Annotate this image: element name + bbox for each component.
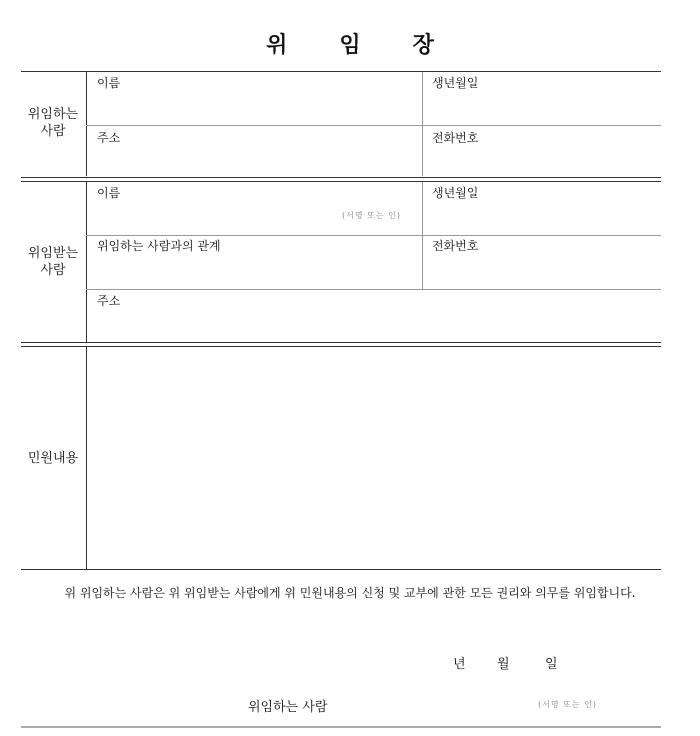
delegator-row-divider — [86, 125, 661, 126]
section-divider-1a — [21, 177, 661, 178]
section-divider-1b — [21, 181, 661, 182]
date-month-label: 월 — [497, 657, 510, 672]
delegator-phone-field[interactable]: 전화번호 — [432, 131, 479, 145]
delegatee-section-text: 위임받는 사람 — [27, 246, 79, 278]
delegator-section-label — [21, 106, 85, 140]
delegator-address-field[interactable]: 주소 — [97, 131, 121, 145]
date-year-label: 년 — [453, 657, 466, 672]
delegatee-birth-field[interactable]: 생년월일 — [432, 186, 479, 200]
delegation-statement: 위 위임하는 사람은 위 위임받는 사람에게 위 민원내용의 신청 및 교부에 관한 모든 권리와 의무를 위임합니다. — [64, 586, 636, 600]
delegatee-section-label — [21, 245, 85, 279]
delegator-label-divider — [86, 72, 87, 176]
delegatee-address-field[interactable]: 주소 — [97, 294, 121, 308]
section-divider-2a — [21, 342, 661, 343]
delegator-birth-field[interactable]: 생년월일 — [432, 76, 479, 90]
delegatee-row-divider-2 — [86, 289, 661, 290]
document-title — [0, 28, 700, 59]
title-char-1: 위 — [266, 33, 288, 58]
delegator-name-field[interactable]: 이름 — [97, 76, 121, 90]
title-char-2: 임 — [339, 33, 361, 58]
signature-label: 위임하는 사람 — [248, 700, 328, 715]
table-bottom-border — [21, 569, 661, 570]
request-content-area[interactable] — [88, 348, 660, 568]
delegatee-phone-field[interactable]: 전화번호 — [432, 239, 479, 253]
delegatee-label-divider — [86, 182, 87, 342]
request-label-divider — [86, 347, 87, 569]
delegator-col-divider — [422, 72, 423, 176]
page-bottom-rule — [21, 726, 661, 728]
signature-hint: (서명 또는 인) — [538, 700, 597, 709]
delegatee-sign-hint: (서명 또는 인) — [342, 211, 401, 220]
date-day-label: 일 — [545, 657, 558, 672]
delegatee-relation-field[interactable]: 위임하는 사람과의 관계 — [97, 239, 221, 253]
delegatee-row-divider-1 — [86, 235, 661, 236]
delegatee-name-field[interactable]: 이름 — [97, 186, 121, 200]
delegator-section-text: 위임하는 사람 — [27, 107, 79, 139]
section-divider-2b — [21, 346, 661, 347]
title-char-3: 장 — [412, 33, 434, 58]
request-section-label: 민원내용 — [27, 451, 79, 466]
table-top-border — [21, 71, 661, 72]
